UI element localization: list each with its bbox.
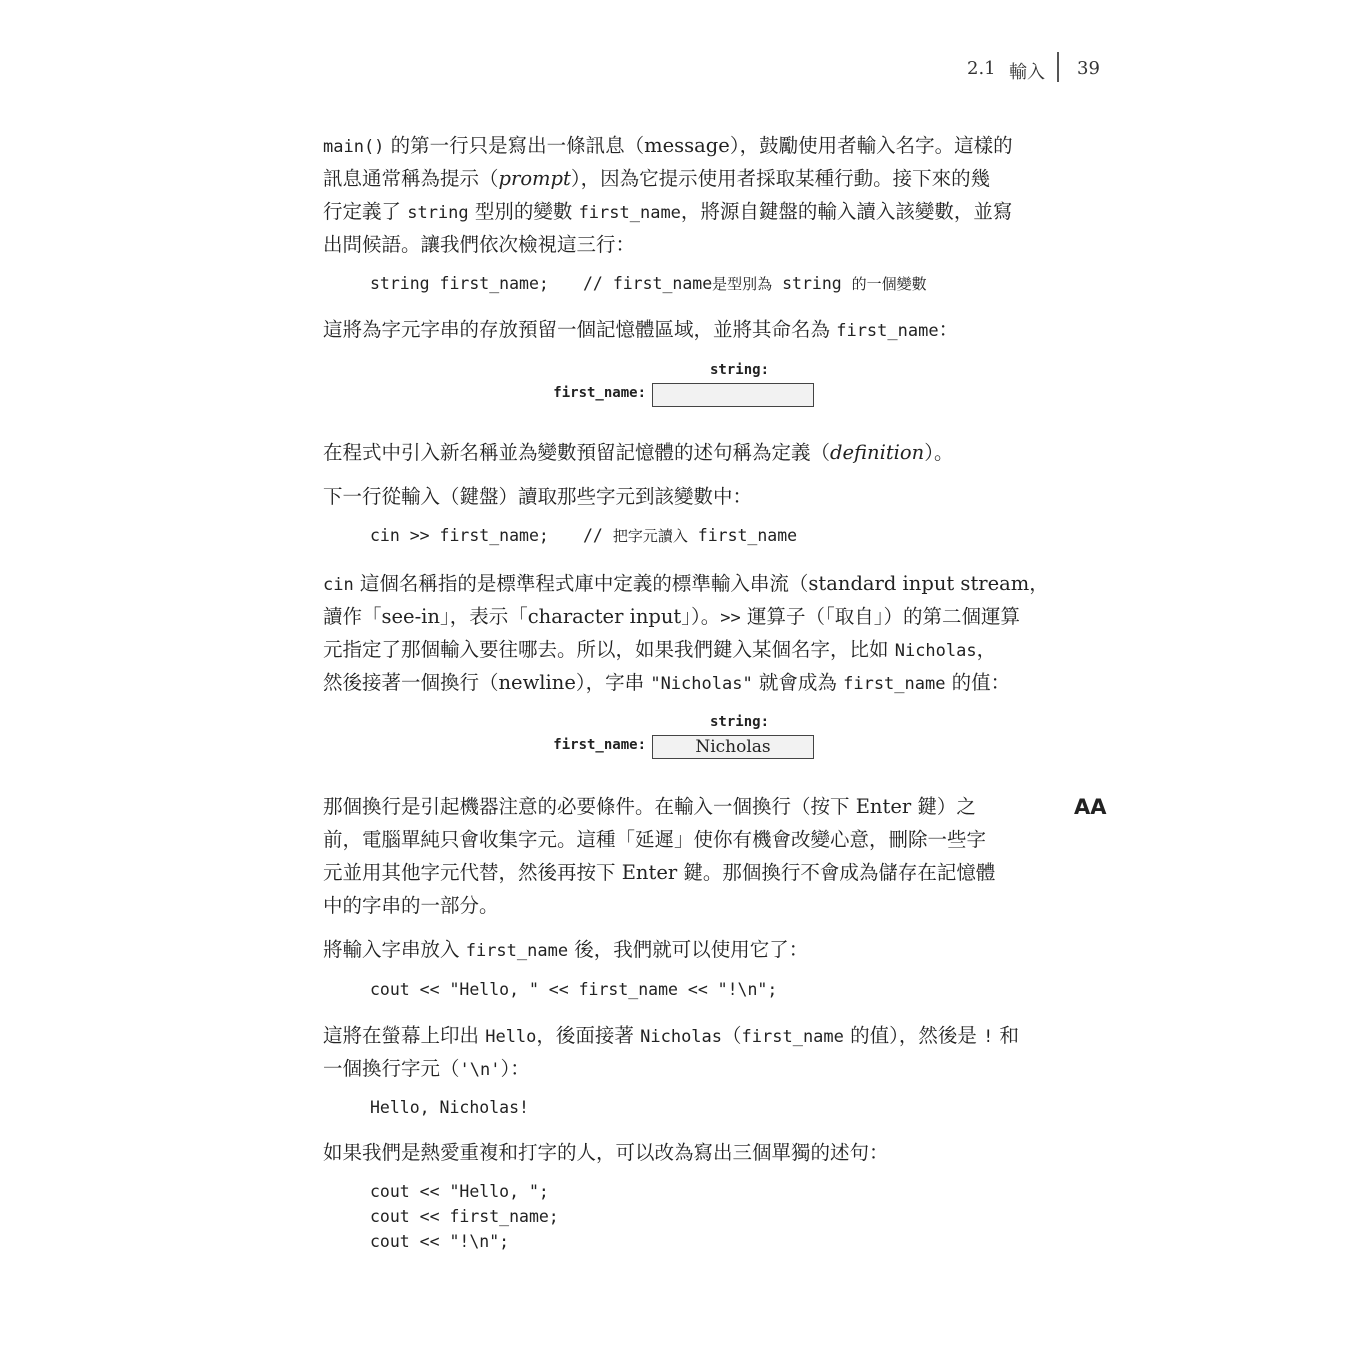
inline-code: '\n'	[459, 1060, 501, 1080]
inline-code: main()	[323, 137, 385, 157]
paragraph-separate-statements	[323, 1136, 1063, 1169]
text: ）。	[924, 441, 954, 464]
text: 這將為字元字串的存放預留一個記憶體區域，並將其命名為	[323, 318, 831, 341]
diagram-type-label: string:	[710, 362, 770, 378]
variable-memory-box	[652, 383, 814, 407]
inline-code: first_name	[465, 941, 569, 961]
inline-code: Nicholas	[894, 641, 977, 661]
text: ），因為它提示使用者採取某種行動。接下來的幾	[570, 167, 991, 190]
text-line: 如果我們是熱愛重複和打字的人，可以改為寫出三個單獨的述句：	[323, 1141, 889, 1164]
diagram-variable-label: first_name:	[553, 385, 646, 401]
section-title: 輸入	[1009, 62, 1045, 83]
text: 就會成為	[758, 671, 837, 694]
text: 讀作「see-in」，表示「character input」）。	[323, 605, 721, 628]
text: 將輸入字串放入	[323, 938, 460, 961]
text: （	[722, 1024, 742, 1047]
code-comment	[583, 271, 927, 297]
emphasis: prompt	[498, 167, 571, 190]
text-line: 元並用其他字元代替，然後再按下 Enter 鍵。那個換行不會成為儲存在記憶體	[323, 861, 996, 884]
text: ：	[938, 318, 959, 341]
code-line: cin >> first_name;	[370, 526, 549, 545]
comment-text: 的一個變數	[851, 275, 927, 293]
comment-code: first_name	[612, 274, 713, 293]
page-number: 39	[1077, 58, 1100, 79]
comment-code: first_name	[697, 526, 798, 545]
code-comment	[583, 523, 797, 549]
code-line: cout << "!\n";	[370, 1232, 510, 1251]
text: 型別的變數	[474, 200, 573, 223]
text: 和	[999, 1024, 1020, 1047]
comment-marker: //	[583, 526, 613, 545]
diagram-type-label: string:	[710, 714, 770, 730]
text: 這個名稱指的是標準程式庫中定義的標準輸入串流（standard input stream，	[359, 572, 1049, 595]
inline-code: Nicholas	[640, 1027, 723, 1047]
code-line: cout << "Hello, ";	[370, 1182, 549, 1201]
text: 在程式中引入新名稱並為變數預留記憶體的述句稱為定義（	[323, 441, 831, 464]
section-number: 2.1	[967, 58, 996, 79]
margin-note-aa: AA	[1074, 795, 1107, 819]
inline-code: cin	[323, 575, 354, 595]
text: 這將在螢幕上印出	[323, 1024, 480, 1047]
paragraph-cin	[323, 567, 1063, 699]
code-block-three-statements	[370, 1179, 559, 1254]
text: 訊息通常稱為提示（	[323, 167, 499, 190]
inline-code: first_name	[578, 203, 681, 223]
text: 一個換行字元（	[323, 1057, 460, 1080]
text-line: 下一行從輸入（鍵盤）讀取那些字元到該變數中：	[323, 485, 753, 508]
paragraph-read	[323, 480, 1063, 513]
header-divider	[1057, 52, 1059, 82]
text: 運算子（「取自」）的第二個運算	[746, 605, 1020, 628]
code-block-cout: cout << "Hello, " << first_name << "!\n";	[370, 980, 778, 999]
paragraph-reserve	[323, 313, 1063, 346]
text: ，後面接著	[536, 1024, 634, 1047]
text: ，	[976, 638, 997, 661]
comment-marker: //	[583, 274, 613, 293]
inline-code: first_name	[836, 321, 939, 341]
inline-code: >>	[720, 608, 741, 628]
text: 然後接著一個換行（newline），字串	[323, 671, 645, 694]
text: 的值），然後是	[850, 1024, 977, 1047]
text: 的第一行只是寫出一條訊息（message），鼓勵使用者輸入名字。這樣的	[390, 134, 1013, 157]
inline-code: !	[983, 1027, 994, 1047]
inline-code: first_name	[741, 1027, 844, 1047]
text: ，將源自鍵盤的輸入讀入該變數，並寫	[680, 200, 1013, 223]
code-block-program-output: Hello, Nicholas!	[370, 1098, 529, 1117]
comment-code: string	[782, 274, 842, 293]
paragraph-output	[323, 1019, 1063, 1085]
text: 元指定了那個輸入要往哪去。所以，如果我們鍵入某個名字，比如	[323, 638, 889, 661]
text-line: 出問候語。讓我們依次檢視這三行：	[323, 233, 636, 256]
code-block-cin	[370, 523, 870, 548]
diagram-variable-label: first_name:	[553, 737, 646, 753]
inline-code: first_name	[843, 674, 946, 694]
comment-text: 把字元讀入	[612, 527, 688, 545]
paragraph-intro	[323, 129, 1063, 261]
code-line: string first_name;	[370, 274, 549, 293]
text: 的值：	[951, 671, 1011, 694]
text-line: 前，電腦單純只會收集字元。這種「延遲」使你有機會改變心意，刪除一些字	[323, 828, 987, 851]
paragraph-definition	[323, 436, 1063, 469]
emphasis: definition	[830, 441, 925, 464]
variable-memory-box: Nicholas	[652, 735, 814, 759]
text: ）：	[500, 1057, 530, 1080]
code-block-declaration	[370, 271, 930, 296]
code-line: cout << first_name;	[370, 1207, 559, 1226]
paragraph-use	[323, 933, 1063, 966]
inline-code: "Nicholas"	[650, 674, 753, 694]
comment-text: 是型別為	[712, 275, 773, 293]
text: 後，我們就可以使用它了：	[574, 938, 809, 961]
paragraph-newline	[323, 790, 1063, 922]
text-line: 中的字串的一部分。	[323, 894, 499, 917]
text-line: 那個換行是引起機器注意的必要條件。在輸入一個換行（按下 Enter 鍵）之	[323, 795, 976, 818]
inline-code: string	[407, 203, 469, 223]
inline-code: Hello	[485, 1027, 537, 1047]
text: 行定義了	[323, 200, 402, 223]
